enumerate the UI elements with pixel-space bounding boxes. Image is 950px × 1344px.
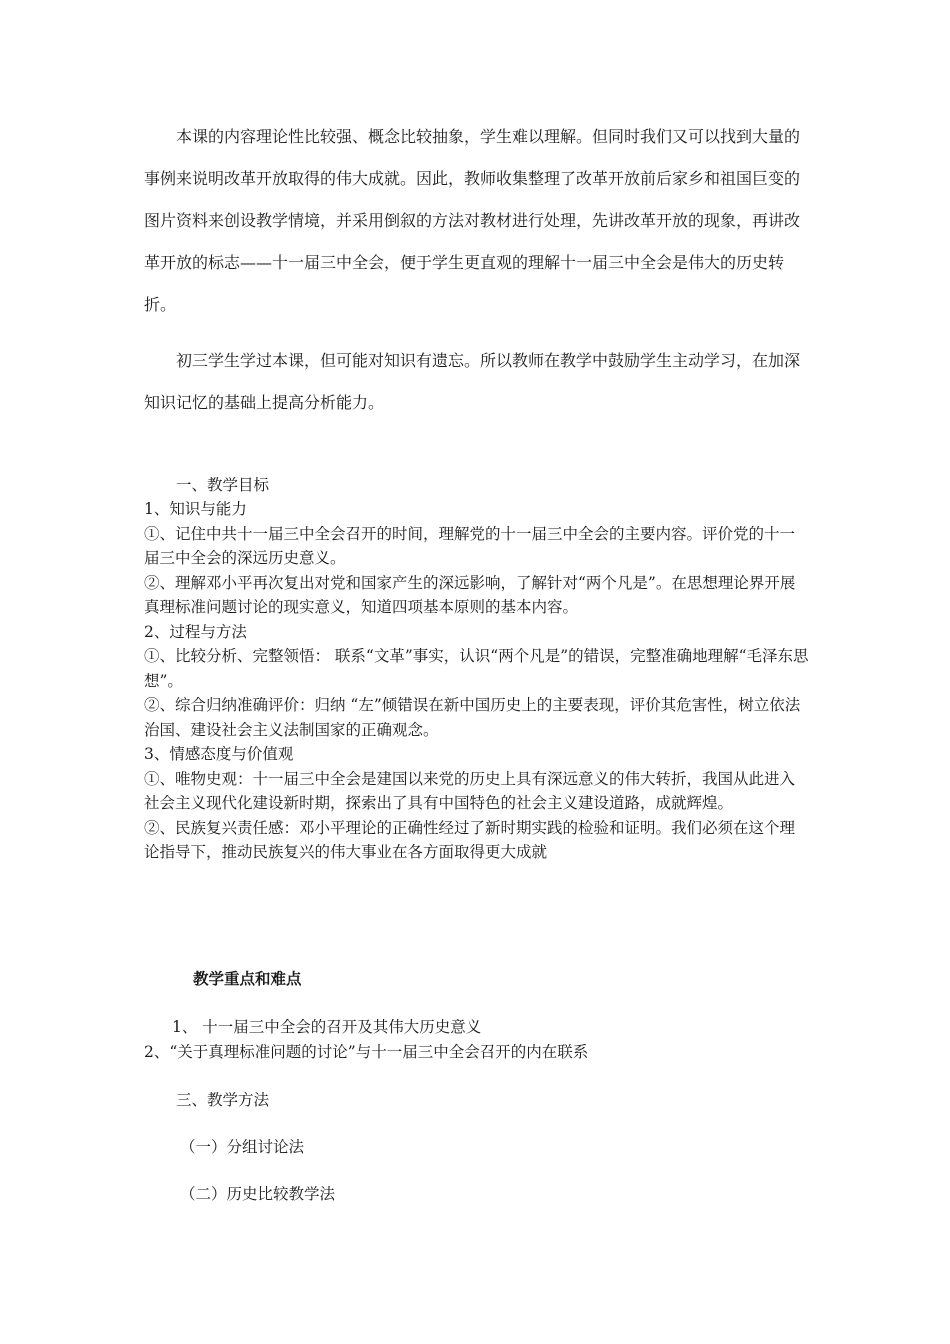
methods-heading: 三、教学方法 [176,1091,270,1109]
objectives-subtitle-knowledge: 1、知识与能力 [144,500,247,518]
method-item: （二）历史比较教学法 [180,1185,336,1203]
objectives-subtitle-process: 2、过程与方法 [144,622,247,641]
method-item: （一）分组讨论法 [180,1138,305,1156]
objectives-item: ①、比较分析、完整领悟： 联系“文革”事实，认识“两个凡是”的错误，完整准确地理解“毛泽东思想”。 [144,647,809,690]
objectives-body [144,497,810,865]
key-points-heading: 教学重点和难点 [193,969,302,988]
objectives-item: ①、记住中共十一届三中全会召开的时间，理解党的十一届三中全会的主要内容。评价党的十一届三中全会的深远历史意义。 [144,524,796,567]
intro-section-2 [144,340,808,424]
objectives-item: ②、理解邓小平再次复出对党和国家产生的深远影响，了解针对“两个凡是”。在思想理论界开展真理标准问题讨论的现实意义，知道四项基本原则的基本内容。 [144,573,796,616]
key-point-item: 1、 十一届三中全会的召开及其伟大历史意义 [172,1018,482,1036]
intro-section [144,116,808,326]
objectives-item: ①、唯物史观：十一届三中全会是建国以来党的历史上具有深远意义的伟大转折，我国从此进入社会主义现代化建设新时期，探索出了具有中国特色的社会主义建设道路，成就辉煌。 [144,769,796,812]
key-point-item: 2、“关于真理标准问题的讨论”与十一届三中全会召开的内在联系 [144,1043,589,1061]
objectives-heading: 一、教学目标 [176,476,270,494]
objectives-subtitle-values: 3、情感态度与价值观 [144,745,294,763]
objectives-item: ②、综合归纳准确评价：归纳 “左”倾错误在新中国历史上的主要表现，评价其危害性，树立依法治国、建设社会主义法制国家的正确观念。 [144,696,801,739]
intro-paragraph-2: 初三学生学过本课，但可能对知识有遗忘。所以教师在教学中鼓励学生主动学习，在加深知识记忆的基础上提高分析能力。 [144,351,801,412]
intro-paragraph-1: 本课的内容理论性比较强、概念比较抽象，学生难以理解。但同时我们又可以找到大量的事例来说明改革开放取得的伟大成就。因此，教师收集整理了改革开放前后家乡和祖国巨变的图片资料来创设教学情境，并采用倒叙的方法对教材进行处理，先讲改革开放的现象，再讲改革开放的标志——十一届三中全会，便于学生更直观的理解十一届三中全会是伟大的历史转折。 [144,127,801,314]
objectives-item: ②、民族复兴责任感：邓小平理论的正确性经过了新时期实践的检验和证明。我们必须在这个理论指导下，推动民族复兴的伟大事业在各方面取得更大成就 [144,818,796,861]
